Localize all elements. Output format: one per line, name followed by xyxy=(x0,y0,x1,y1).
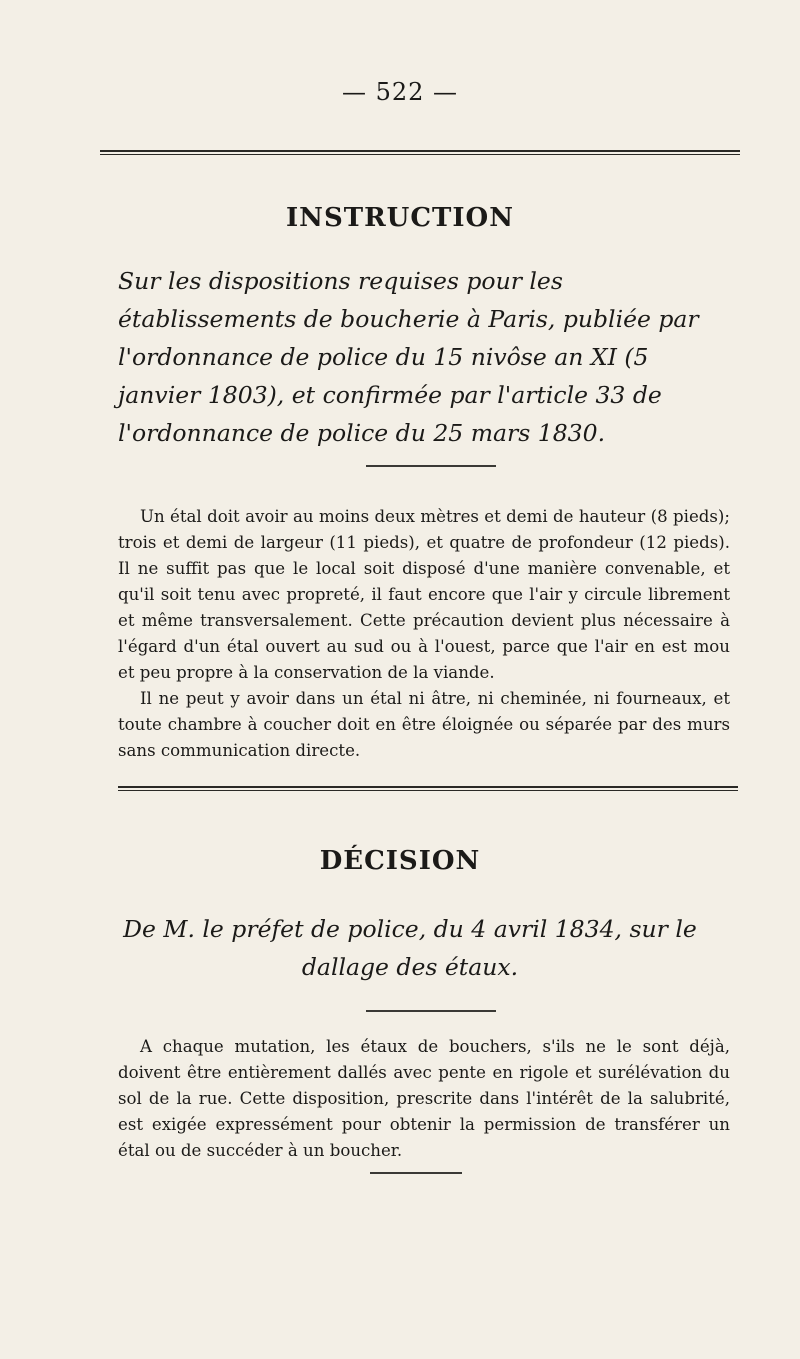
instruction-heading: INSTRUCTION xyxy=(286,203,514,233)
top-double-rule xyxy=(100,150,740,155)
instruction-subtitle: Sur les dispositions requises pour les établissements de boucherie à Paris, publiée par l'ordonnance de police du 15 nivôse an XI (5 janvier 1803), et confirmée par l'article 33 de l'ordonnance de police du 25 mars 1830. xyxy=(118,267,699,447)
decision-paragraph-1: A chaque mutation, les étaux de bouchers, s'ils ne le sont déjà, doivent être entièrement dallés avec pente en rigole et surélévation du sol de la rue. Cette disposition, prescrite dans l'intérêt de la salubrité, est exigée expressément pour obtenir la permission de transférer un étal ou de succéder à un boucher. xyxy=(118,1037,730,1160)
page-number: — 522 — xyxy=(341,78,459,106)
instruction-paragraph-2: Il ne peut y avoir dans un étal ni âtre, ni cheminée, ni fourneaux, et toute chambre à coucher doit en être éloignée ou séparée par des murs sans communication directe. xyxy=(118,689,730,760)
instruction-separator xyxy=(366,465,496,467)
decision-separator xyxy=(366,1010,496,1012)
decision-heading: DÉCISION xyxy=(319,846,481,876)
section-double-rule xyxy=(118,786,738,791)
end-rule xyxy=(370,1172,462,1174)
instruction-paragraph-1: Un étal doit avoir au moins deux mètres et demi de hauteur (8 pieds); trois et demi de largeur (11 pieds), et quatre de profondeur (12 pieds). Il ne suffit pas que le local soit disposé d'une manière convenable, et qu'il soit tenu avec propreté, il faut encore que l'air y circule librement et même transversalement. Cette précaution devient plus nécessaire à l'égard d'un étal ouvert au sud ou à l'ouest, parce que l'air en est mou et peu propre à la conservation de la viande. xyxy=(118,507,730,682)
decision-subtitle: De M. le préfet de police, du 4 avril 1834, sur le dallage des étaux. xyxy=(123,915,697,981)
